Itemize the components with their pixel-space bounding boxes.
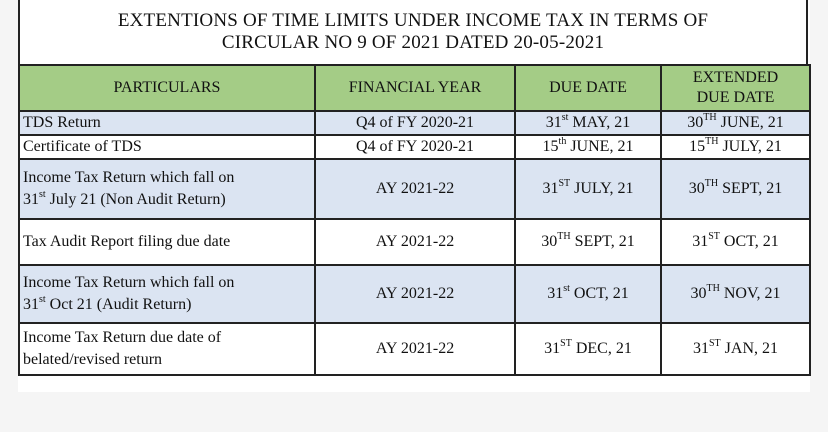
extended-date-cell bbox=[661, 323, 810, 375]
due-day: 15 bbox=[542, 138, 559, 155]
due-day: 31 bbox=[545, 114, 562, 131]
header-particulars: PARTICULARS bbox=[19, 65, 315, 111]
table-row bbox=[19, 135, 810, 159]
due-rest: DEC, 21 bbox=[571, 340, 632, 357]
particular-line-1: Income Tax Return due date of bbox=[23, 329, 222, 346]
ext-rest: JUNE, 21 bbox=[716, 114, 784, 131]
particular-suffix: st bbox=[39, 294, 46, 305]
table-row bbox=[19, 323, 810, 375]
table-row bbox=[19, 265, 810, 323]
due-suffix: st bbox=[561, 112, 569, 123]
extended-date-cell bbox=[661, 135, 810, 159]
ext-suffix: TH bbox=[706, 283, 720, 294]
title-line-2: CIRCULAR NO 9 OF 2021 DATED 20-05-2021 bbox=[221, 32, 605, 53]
ext-day: 30 bbox=[690, 285, 707, 302]
ext-day: 30 bbox=[687, 114, 704, 131]
financial-year-cell: AY 2021-22 bbox=[315, 219, 515, 265]
header-row bbox=[19, 65, 810, 111]
ext-day: 30 bbox=[688, 180, 705, 197]
particular-line-1: TDS Return bbox=[23, 114, 101, 131]
particular-line-1: Certificate of TDS bbox=[23, 138, 142, 155]
ext-rest: OCT, 21 bbox=[719, 233, 779, 250]
ext-suffix: ST bbox=[708, 338, 721, 349]
due-day: 31 bbox=[547, 285, 564, 302]
particular-day: 31 bbox=[23, 191, 39, 208]
due-day: 31 bbox=[542, 180, 559, 197]
due-date-cell bbox=[515, 323, 661, 375]
ext-suffix: TH bbox=[703, 112, 717, 123]
circular-sheet bbox=[18, 0, 810, 392]
ext-day: 31 bbox=[692, 340, 709, 357]
due-suffix: ST bbox=[558, 178, 571, 189]
due-day: 30 bbox=[541, 233, 558, 250]
due-rest: JUNE, 21 bbox=[566, 138, 634, 155]
title-box bbox=[18, 0, 808, 64]
financial-year-cell: Q4 of FY 2020-21 bbox=[315, 135, 515, 159]
due-date-cell bbox=[515, 219, 661, 265]
financial-year-cell: Q4 of FY 2020-21 bbox=[315, 111, 515, 135]
particular-line-2 bbox=[23, 189, 310, 211]
extended-date-cell bbox=[661, 219, 810, 265]
due-rest: JULY, 21 bbox=[570, 180, 634, 197]
particular-line-1: Tax Audit Report filing due date bbox=[23, 233, 231, 250]
particular-cell bbox=[19, 323, 315, 375]
particular-day: 31 bbox=[23, 296, 39, 313]
ext-rest: JULY, 21 bbox=[718, 138, 782, 155]
ext-day: 31 bbox=[692, 233, 709, 250]
due-date-cell bbox=[515, 111, 661, 135]
ext-suffix: TH bbox=[705, 136, 719, 147]
particular-suffix: st bbox=[39, 189, 46, 200]
due-rest: MAY, 21 bbox=[568, 114, 631, 131]
header-extended-line2: DUE DATE bbox=[696, 89, 775, 106]
financial-year-cell: AY 2021-22 bbox=[315, 323, 515, 375]
particular-line-1: Income Tax Return which fall on bbox=[23, 274, 235, 291]
due-suffix: st bbox=[563, 283, 570, 294]
particular-cell bbox=[19, 111, 315, 135]
particular-cell bbox=[19, 219, 315, 265]
title-line-1: EXTENTIONS OF TIME LIMITS UNDER INCOME TAX IN TERMS OF bbox=[117, 10, 709, 31]
ext-rest: NOV, 21 bbox=[719, 285, 781, 302]
due-day: 31 bbox=[544, 340, 561, 357]
extended-date-cell bbox=[661, 265, 810, 323]
ext-rest: SEPT, 21 bbox=[718, 180, 783, 197]
due-rest: SEPT, 21 bbox=[570, 233, 635, 250]
header-extended-due-date bbox=[661, 65, 810, 111]
header-extended-line1: EXTENDED bbox=[692, 69, 779, 86]
table-row bbox=[19, 111, 810, 135]
particular-cell bbox=[19, 159, 315, 219]
financial-year-cell: AY 2021-22 bbox=[315, 159, 515, 219]
due-suffix: ST bbox=[560, 338, 572, 349]
due-date-cell bbox=[515, 265, 661, 323]
table-row bbox=[19, 159, 810, 219]
table-row bbox=[19, 219, 810, 265]
header-financial-year: FINANCIAL YEAR bbox=[315, 65, 515, 111]
particular-cell bbox=[19, 265, 315, 323]
particular-rest: Oct 21 (Audit Return) bbox=[45, 296, 192, 313]
extended-date-cell bbox=[661, 111, 810, 135]
due-rest: OCT, 21 bbox=[569, 285, 629, 302]
ext-day: 15 bbox=[689, 138, 706, 155]
ext-suffix: TH bbox=[704, 178, 719, 189]
ext-rest: JAN, 21 bbox=[720, 340, 778, 357]
financial-year-cell: AY 2021-22 bbox=[315, 265, 515, 323]
particular-line-2 bbox=[23, 294, 310, 316]
due-suffix: th bbox=[558, 136, 567, 147]
due-date-cell bbox=[515, 159, 661, 219]
particular-cell bbox=[19, 135, 315, 159]
extension-table bbox=[18, 64, 811, 376]
extended-date-cell bbox=[661, 159, 810, 219]
ext-suffix: ST bbox=[708, 231, 720, 242]
particular-line-1: Income Tax Return which fall on bbox=[23, 169, 235, 186]
due-suffix: TH bbox=[557, 231, 571, 242]
particular-line-2: belated/revised return bbox=[23, 351, 163, 368]
particular-rest: July 21 (Non Audit Return) bbox=[45, 191, 226, 208]
header-due-date: DUE DATE bbox=[515, 65, 661, 111]
due-date-cell bbox=[515, 135, 661, 159]
